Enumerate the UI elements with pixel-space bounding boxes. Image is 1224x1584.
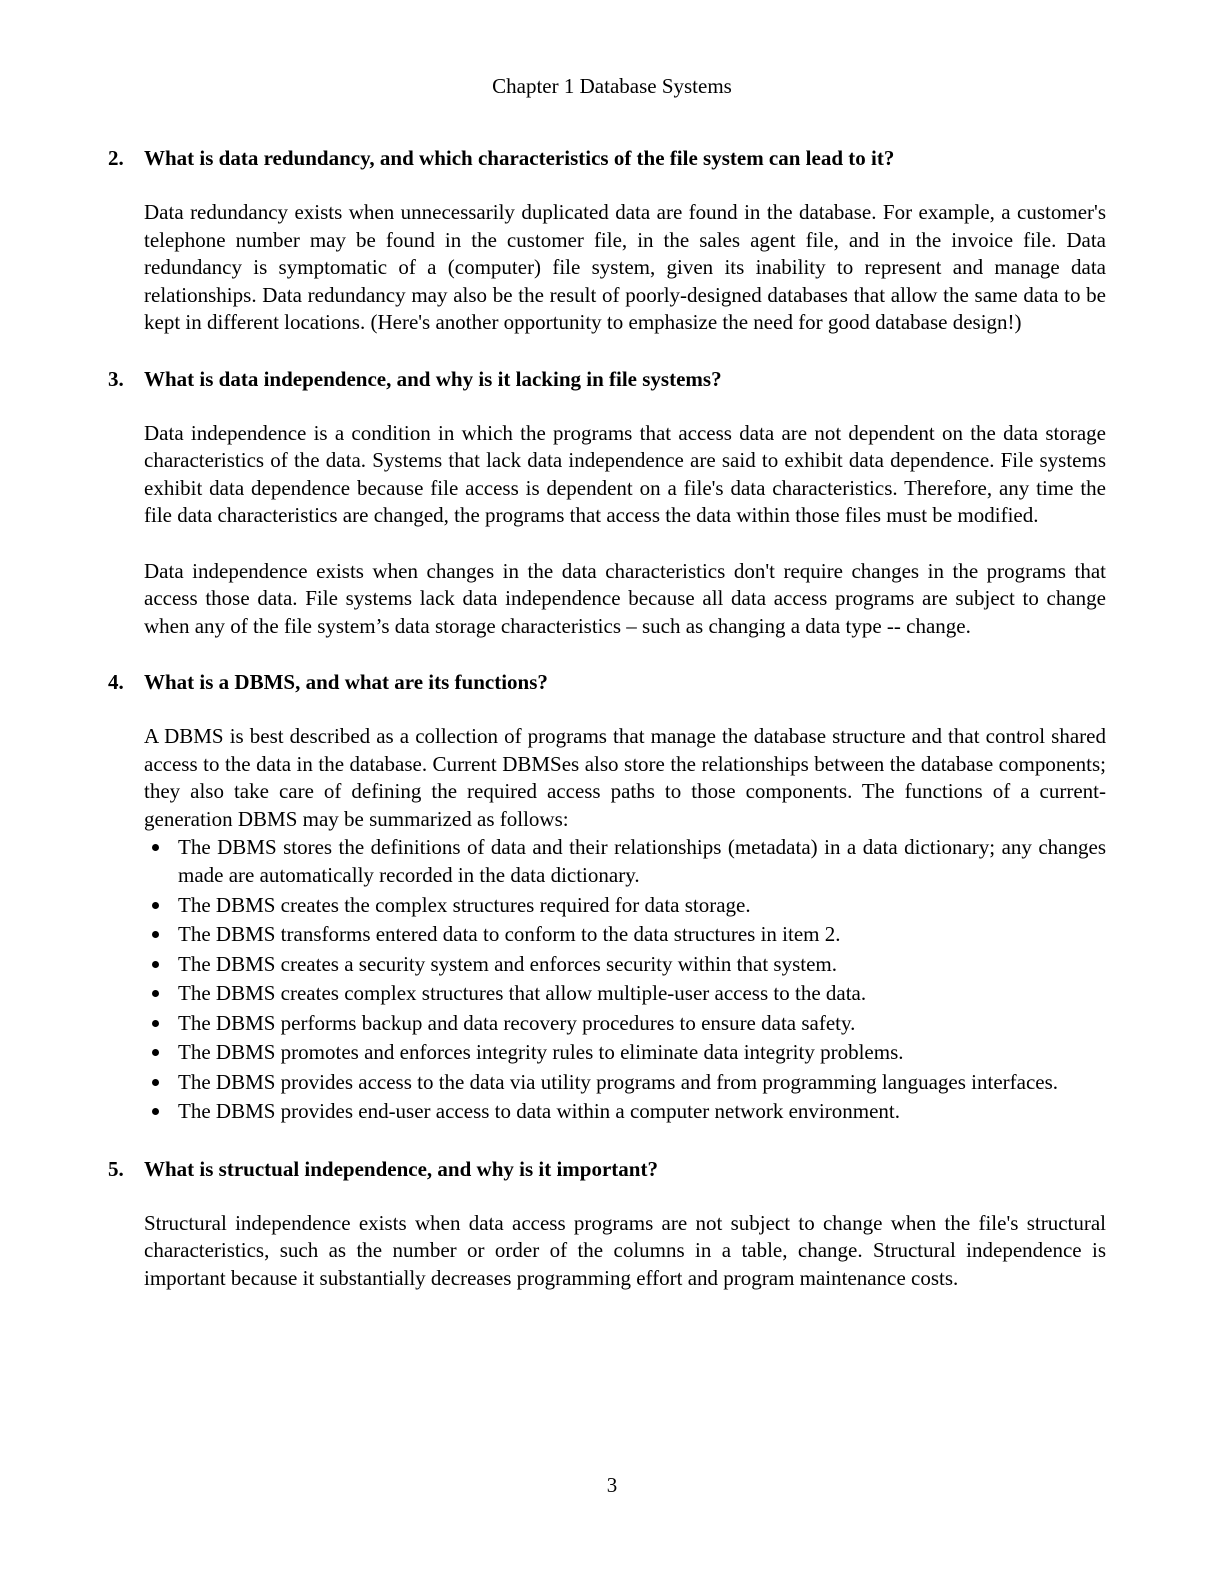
list-item-text: The DBMS creates the complex structures required for data storage. <box>178 892 751 917</box>
list-item-text: The DBMS promotes and enforces integrity rules to eliminate data integrity problems. <box>178 1040 904 1064</box>
question-number: 4. <box>108 670 124 694</box>
answer-paragraph: Structural independence exists when data access programs are not subject to change when the file's structural characteristics, such as the number or order of the columns in a table, change. Structural independence is important because it substantially decreases programming effort and program maintenance costs. <box>144 1210 1106 1290</box>
list-item <box>144 1009 1106 1037</box>
question-text: What is a DBMS, and what are its functions? <box>144 670 548 694</box>
question-text: What is structual independence, and why is it important? <box>144 1156 658 1181</box>
list-item <box>144 1097 1106 1125</box>
question-heading <box>108 144 1106 172</box>
list-item-text: The DBMS transforms entered data to conform to the data structures in item 2. <box>178 922 841 946</box>
answer-paragraph: Data independence is a condition in which the programs that access data are not dependent on the data storage characteristics of the data. Systems that lack data independence are said to exhibit data dependence. File systems exhibit data dependence because file access is dependent on a file's data characteristics. Therefore, any time the file data characteristics are changed, the programs that access the data within those files must be modified. <box>144 420 1106 527</box>
list-item-text: The DBMS provides access to the data via utility programs and from programming languages interfaces. <box>178 1069 1059 1094</box>
list-item <box>144 891 1106 919</box>
question-number: 2. <box>108 146 124 170</box>
question-text: What is data redundancy, and which characteristics of the file system can lead to it? <box>144 146 895 170</box>
question-heading <box>108 1155 1106 1183</box>
list-item-text: The DBMS performs backup and data recovery procedures to ensure data safety. <box>178 1010 856 1035</box>
bullet-icon <box>152 902 159 909</box>
bullet-icon <box>152 1079 159 1086</box>
answer-paragraph: Data redundancy exists when unnecessarily duplicated data are found in the database. For example, a customer's telephone number may be found in the customer file, in the sales agent file, and in the invoice file. Data redundancy is symptomatic of a (computer) file system, given its inability to represent and manage data relationships. Data redundancy may also be the result of poorly-designed databases that allow the same data to be kept in different locations. (Here's another opportunity to emphasize the need for good database design!) <box>144 200 1106 334</box>
question-heading <box>108 668 1106 696</box>
question-heading <box>108 365 1106 393</box>
answer-paragraph: Data independence exists when changes in the data characteristics don't require changes in the programs that access those data. File systems lack data independence because all data access programs are subject to change when any of the file system’s data storage characteristics – such as changing a data type -- change. <box>144 558 1106 638</box>
list-item <box>144 920 1106 948</box>
list-item-text: The DBMS creates a security system and enforces security within that system. <box>178 951 837 976</box>
bullet-icon <box>152 844 159 851</box>
bullet-icon <box>152 1108 159 1115</box>
bullet-icon <box>152 931 159 938</box>
answer-paragraph: A DBMS is best described as a collection of programs that manage the database structure and that control shared access to the data in the database. Current DBMSes also store the relationships between the database components; they also take care of defining the required access paths to those components. The functions of a current-generation DBMS may be summarized as follows: <box>144 724 1106 831</box>
page-number: 3 <box>606 1473 618 1497</box>
list-item <box>144 1038 1106 1066</box>
list-item-text: The DBMS creates complex structures that allow multiple-user access to the data. <box>178 981 867 1005</box>
list-item <box>144 1068 1106 1096</box>
question-number: 3. <box>108 366 124 391</box>
page-content <box>108 144 1106 1292</box>
list-item <box>144 950 1106 978</box>
list-item-text: The DBMS stores the definitions of data and their relationships (metadata) in a data dictionary; any changes made are automatically recorded in the data dictionary. <box>178 835 1106 887</box>
list-item <box>144 833 1106 889</box>
page-header: Chapter 1 Database Systems <box>492 74 732 98</box>
bullet-icon <box>152 1020 159 1027</box>
bullet-icon <box>152 961 159 968</box>
bullet-icon <box>152 990 159 997</box>
dbms-functions-list <box>144 833 1106 1125</box>
list-item-text: The DBMS provides end-user access to data within a computer network environment. <box>178 1099 900 1123</box>
question-text: What is data independence, and why is it lacking in file systems? <box>144 366 722 391</box>
question-number: 5. <box>108 1156 124 1181</box>
list-item <box>144 979 1106 1007</box>
bullet-icon <box>152 1049 159 1056</box>
